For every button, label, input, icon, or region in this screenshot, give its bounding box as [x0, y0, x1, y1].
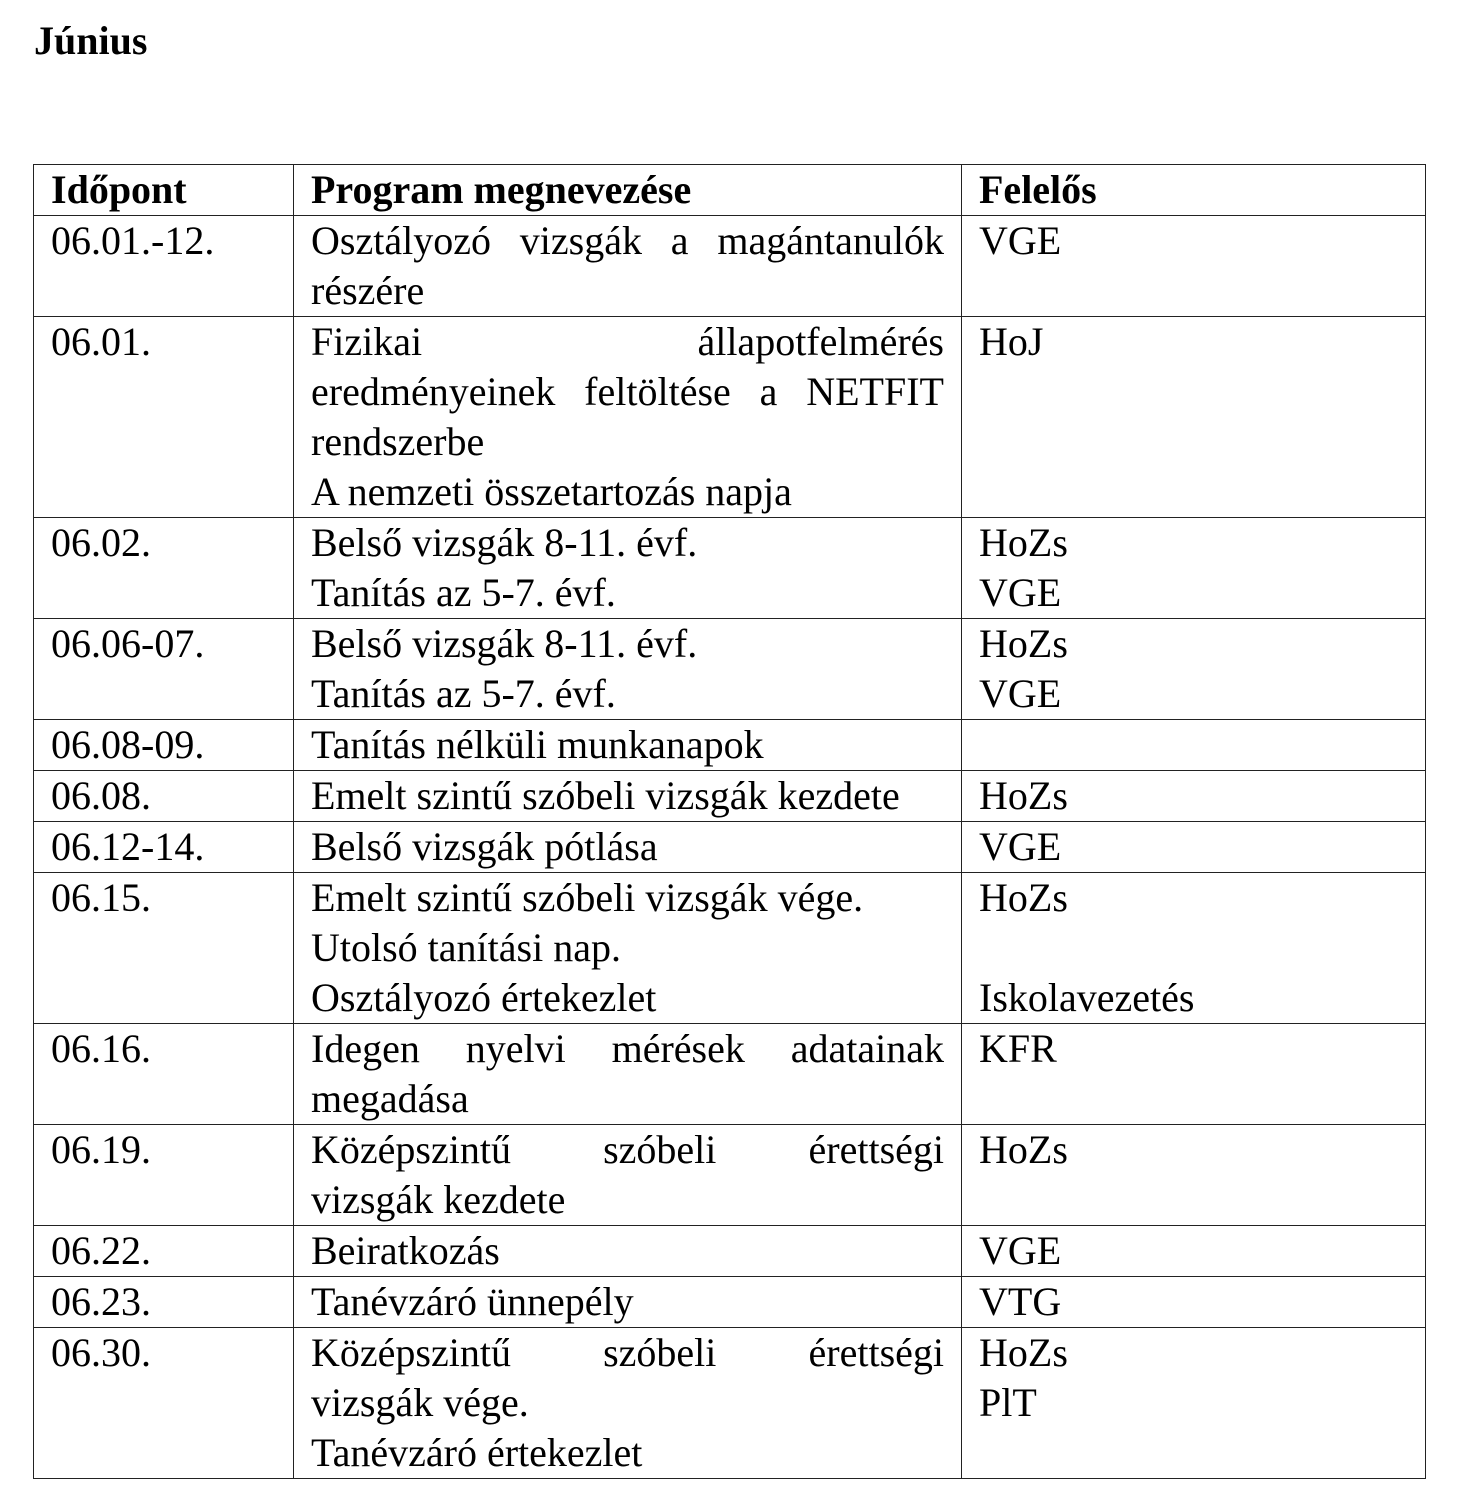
responsible-cell [962, 1328, 1426, 1479]
table-row [34, 873, 1426, 1024]
date-cell: 06.12-14. [34, 822, 294, 873]
page-title: Június [34, 18, 148, 63]
responsible-line: HoZs [979, 1127, 1068, 1172]
program-line: A nemzeti összetartozás napja [311, 469, 792, 514]
program-line: Fizikai állapotfelmérés [311, 319, 944, 364]
responsible-line: HoZs [979, 875, 1068, 920]
program-cell [294, 619, 962, 720]
program-line: vizsgák vége. [311, 1380, 529, 1425]
program-line: rendszerbe [311, 419, 485, 464]
responsible-cell [962, 317, 1426, 518]
table-row [34, 1125, 1426, 1226]
table-row [34, 518, 1426, 619]
responsible-line: HoZs [979, 773, 1068, 818]
responsible-line: HoJ [979, 319, 1044, 364]
date-cell: 06.02. [34, 518, 294, 619]
responsible-cell [962, 216, 1426, 317]
table-row [34, 1024, 1426, 1125]
date-cell: 06.06-07. [34, 619, 294, 720]
header-date: Időpont [34, 165, 294, 216]
table-row [34, 720, 1426, 771]
date-cell: 06.08. [34, 771, 294, 822]
program-line: Beiratkozás [311, 1228, 500, 1273]
program-line: Belső vizsgák pótlása [311, 824, 658, 869]
responsible-line [979, 923, 1408, 973]
responsible-line: HoZs [979, 1330, 1068, 1375]
date-cell: 06.22. [34, 1226, 294, 1277]
responsible-cell [962, 1226, 1426, 1277]
program-cell [294, 771, 962, 822]
responsible-line: HoZs [979, 520, 1068, 565]
program-line: Emelt szintű szóbeli vizsgák kezdete [311, 773, 900, 818]
date-cell: 06.15. [34, 873, 294, 1024]
responsible-cell [962, 873, 1426, 1024]
responsible-cell [962, 619, 1426, 720]
responsible-cell [962, 1125, 1426, 1226]
date-cell: 06.19. [34, 1125, 294, 1226]
program-line: Tanítás az 5-7. évf. [311, 671, 616, 716]
program-line: részére [311, 268, 425, 313]
program-cell [294, 1024, 962, 1125]
program-line: Középszintű szóbeli érettségi [311, 1330, 944, 1375]
table-row [34, 1328, 1426, 1479]
responsible-cell [962, 1277, 1426, 1328]
header-program: Program megnevezése [294, 165, 962, 216]
table-row [34, 216, 1426, 317]
program-line: Utolsó tanítási nap. [311, 925, 621, 970]
program-cell [294, 1226, 962, 1277]
table-row [34, 771, 1426, 822]
program-cell [294, 216, 962, 317]
responsible-cell [962, 518, 1426, 619]
responsible-cell [962, 720, 1426, 771]
responsible-cell [962, 771, 1426, 822]
program-cell [294, 822, 962, 873]
table-row [34, 619, 1426, 720]
date-cell: 06.30. [34, 1328, 294, 1479]
program-line: Belső vizsgák 8-11. évf. [311, 621, 698, 666]
program-line: Idegen nyelvi mérések adatainak [311, 1026, 944, 1071]
program-cell [294, 518, 962, 619]
program-cell [294, 1328, 962, 1479]
program-cell [294, 873, 962, 1024]
program-line: Középszintű szóbeli érettségi [311, 1127, 944, 1172]
responsible-line: KFR [979, 1026, 1057, 1071]
program-cell [294, 1125, 962, 1226]
table-row [34, 317, 1426, 518]
responsible-line: VGE [979, 1228, 1062, 1273]
date-cell: 06.16. [34, 1024, 294, 1125]
date-cell: 06.23. [34, 1277, 294, 1328]
program-line: Tanévzáró értekezlet [311, 1430, 643, 1475]
responsible-line: VGE [979, 570, 1062, 615]
responsible-line: VGE [979, 671, 1062, 716]
program-line: Tanítás az 5-7. évf. [311, 570, 616, 615]
program-line: vizsgák kezdete [311, 1177, 566, 1222]
program-cell [294, 720, 962, 771]
date-cell: 06.01.-12. [34, 216, 294, 317]
responsible-cell [962, 1024, 1426, 1125]
program-line: eredményeinek feltöltése a NETFIT [311, 369, 944, 414]
table-row [34, 1277, 1426, 1328]
table-header-row [34, 165, 1426, 216]
responsible-line: VGE [979, 824, 1062, 869]
program-line: Tanítás nélküli munkanapok [311, 722, 764, 767]
date-cell: 06.08-09. [34, 720, 294, 771]
header-responsible: Felelős [962, 165, 1426, 216]
program-cell [294, 317, 962, 518]
program-line: Osztályozó vizsgák a magántanulók [311, 218, 944, 263]
date-cell: 06.01. [34, 317, 294, 518]
program-line: Osztályozó értekezlet [311, 975, 657, 1020]
program-line: Belső vizsgák 8-11. évf. [311, 520, 698, 565]
schedule-table [33, 164, 1426, 1479]
responsible-line: VGE [979, 218, 1062, 263]
program-cell [294, 1277, 962, 1328]
responsible-line: HoZs [979, 621, 1068, 666]
program-line: Tanévzáró ünnepély [311, 1279, 634, 1324]
program-line: megadása [311, 1076, 469, 1121]
program-line: Emelt szintű szóbeli vizsgák vége. [311, 875, 864, 920]
responsible-line: PlT [979, 1380, 1037, 1425]
responsible-line: Iskolavezetés [979, 975, 1195, 1020]
table-row [34, 822, 1426, 873]
responsible-line: VTG [979, 1279, 1062, 1324]
table-row [34, 1226, 1426, 1277]
responsible-cell [962, 822, 1426, 873]
